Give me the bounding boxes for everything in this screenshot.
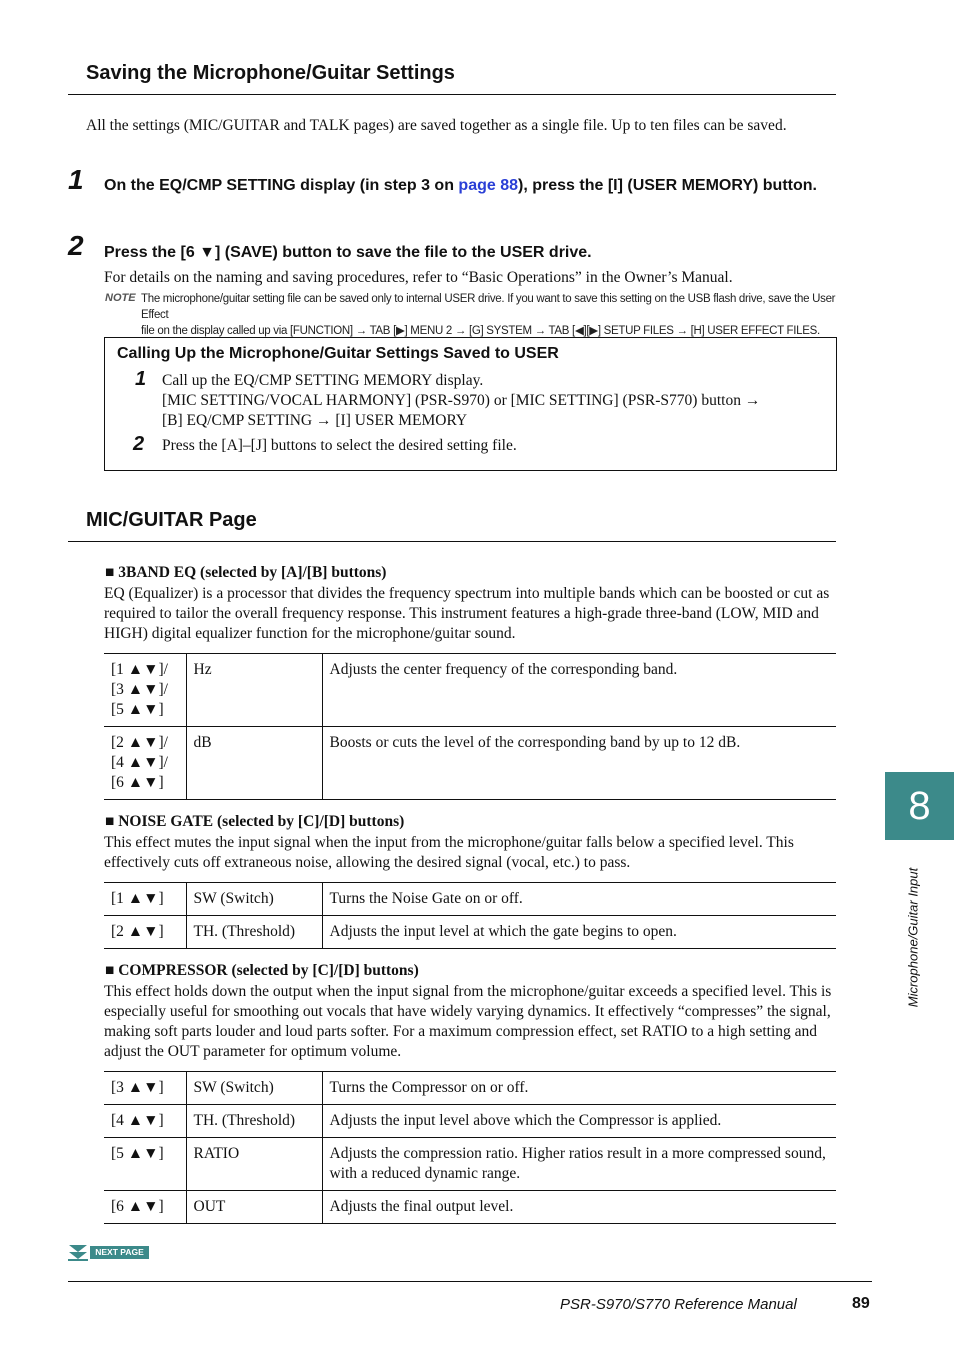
chapter-side-label: Microphone/Guitar Input bbox=[905, 867, 921, 1008]
button-label: [2 ▲▼]/ bbox=[111, 734, 168, 751]
button-cell bbox=[104, 654, 186, 727]
eq-description: EQ (Equalizer) is a processor that divides the frequency spectrum into multiple bands which can be boosted or cut as required to tailor the overall frequency response. This instrument features a high-grade three-band (LOW, MID and HIGH) digital equalizer function for the microphone/guitar sound. bbox=[104, 585, 830, 642]
chapter-tab[interactable]: 8 bbox=[885, 772, 954, 840]
noise-gate-description: This effect mutes the input signal when the input from the microphone/guitar falls below a specified level. This effectively cuts off extraneous noise, allowing the desired signal (vocal, etc.) to pass. bbox=[104, 834, 794, 871]
param-cell: TH. (Threshold) bbox=[186, 1105, 322, 1138]
button-cell: [3 ▲▼] bbox=[104, 1072, 186, 1105]
step1-text-pre: On the EQ/CMP SETTING display (in step 3 on bbox=[104, 177, 459, 194]
callout-step2: Press the [A]–[J] buttons to select the desired setting file. bbox=[162, 437, 517, 454]
table-row bbox=[104, 727, 836, 800]
step-number: 1 bbox=[68, 164, 84, 195]
button-label: [6 ▲▼] bbox=[111, 774, 164, 791]
step1-text-post: ), press the [I] (USER MEMORY) button. bbox=[518, 177, 817, 194]
table-row bbox=[104, 1072, 836, 1105]
param-cell: OUT bbox=[186, 1191, 322, 1224]
step-number: 2 bbox=[68, 230, 84, 261]
desc-cell: Adjusts the input level at which the gate begins to open. bbox=[322, 916, 836, 949]
param-cell: Hz bbox=[186, 654, 322, 727]
desc-cell: Boosts or cuts the level of the corresponding band by up to 12 dB. bbox=[322, 727, 836, 800]
desc-cell: Turns the Noise Gate on or off. bbox=[322, 883, 836, 916]
button-label: [3 ▲▼]/ bbox=[111, 681, 168, 698]
table-row bbox=[104, 916, 836, 949]
param-cell: SW (Switch) bbox=[186, 1072, 322, 1105]
button-cell bbox=[104, 727, 186, 800]
param-cell: SW (Switch) bbox=[186, 883, 322, 916]
desc-cell: Turns the Compressor on or off. bbox=[322, 1072, 836, 1105]
callout-step1-line: [B] EQ/CMP SETTING → [I] USER MEMORY bbox=[162, 412, 468, 429]
table-row bbox=[104, 1105, 836, 1138]
footer-rule bbox=[68, 1281, 872, 1282]
section-heading-mic-guitar: MIC/GUITAR Page bbox=[86, 509, 257, 531]
compressor-subheading: ■ COMPRESSOR (selected by [C]/[D] buttons) bbox=[105, 962, 419, 979]
eq-subheading: ■ 3BAND EQ (selected by [A]/[B] buttons) bbox=[105, 564, 387, 581]
param-cell: TH. (Threshold) bbox=[186, 916, 322, 949]
button-cell: [1 ▲▼] bbox=[104, 883, 186, 916]
table-row bbox=[104, 883, 836, 916]
noise-gate-param-table bbox=[104, 882, 836, 949]
compressor-param-table bbox=[104, 1071, 836, 1224]
noise-gate-subheading: ■ NOISE GATE (selected by [C]/[D] buttons) bbox=[105, 813, 405, 830]
next-page-link[interactable] bbox=[68, 1244, 150, 1262]
page-number: 89 bbox=[852, 1295, 870, 1312]
param-cell: RATIO bbox=[186, 1138, 322, 1191]
callout-step-number: 2 bbox=[133, 433, 145, 455]
param-cell: dB bbox=[186, 727, 322, 800]
button-label: [5 ▲▼] bbox=[111, 701, 164, 718]
table-row bbox=[104, 1191, 836, 1224]
callout-step1-line: Call up the EQ/CMP SETTING MEMORY display. bbox=[162, 372, 484, 389]
next-page-label: NEXT PAGE bbox=[90, 1246, 149, 1259]
button-label: [4 ▲▼]/ bbox=[111, 754, 168, 771]
desc-cell: Adjusts the final output level. bbox=[322, 1191, 836, 1224]
note-line: The microphone/guitar setting file can be saved only to internal USER drive. If you want to save this setting on the USB flash drive, save the User Effect bbox=[141, 293, 836, 321]
table-row bbox=[104, 654, 836, 727]
button-label: [1 ▲▼]/ bbox=[111, 661, 168, 678]
step2-text: Press the [6 ▼] (SAVE) button to save the file to the USER drive. bbox=[104, 244, 592, 261]
button-cell: [6 ▲▼] bbox=[104, 1191, 186, 1224]
eq-param-table bbox=[104, 653, 836, 800]
step1-text bbox=[104, 175, 834, 196]
button-cell: [2 ▲▼] bbox=[104, 916, 186, 949]
desc-cell: Adjusts the input level above which the Compressor is applied. bbox=[322, 1105, 836, 1138]
heading-rule bbox=[68, 94, 836, 95]
double-chevron-down-icon bbox=[68, 1244, 88, 1262]
desc-cell: Adjusts the center frequency of the corresponding band. bbox=[322, 654, 836, 727]
heading-rule bbox=[68, 541, 836, 542]
note-label: NOTE bbox=[105, 292, 136, 304]
note-line: file on the display called up via [FUNCTION] → TAB [▶] MENU 2 → [G] SYSTEM → TAB [◀][▶] SETUP FILES → [H] USER EFFECT FILES. bbox=[141, 325, 820, 337]
footer-manual-title: PSR-S970/S770 Reference Manual bbox=[560, 1296, 797, 1313]
callout-step-number: 1 bbox=[135, 368, 147, 390]
page-88-link[interactable]: page 88 bbox=[458, 177, 519, 194]
intro-paragraph: All the settings (MIC/GUITAR and TALK pages) are saved together as a single file. Up to ten files can be saved. bbox=[86, 117, 787, 134]
desc-cell: Adjusts the compression ratio. Higher ratios result in a more compressed sound, with a reduced dynamic range. bbox=[322, 1138, 836, 1191]
section-heading-saving: Saving the Microphone/Guitar Settings bbox=[86, 62, 455, 84]
note-text bbox=[141, 291, 841, 339]
table-row bbox=[104, 1138, 836, 1191]
callout-step1-line: [MIC SETTING/VOCAL HARMONY] (PSR-S970) or [MIC SETTING] (PSR-S770) button → bbox=[162, 392, 761, 409]
step2-detail: For details on the naming and saving procedures, refer to “Basic Operations” in the Owner’s Manual. bbox=[104, 269, 733, 286]
button-cell: [4 ▲▼] bbox=[104, 1105, 186, 1138]
compressor-description: This effect holds down the output when the input signal from the microphone/guitar exceeds a specified level. This is especially useful for smoothing out vocals that have widely varying dynamics. It effectively “compresses” the signal, making soft parts louder and loud parts softer. For a maximum compression effect, set RATIO to a high setting and adjust the OUT parameter for optimum volume. bbox=[104, 983, 832, 1060]
button-cell: [5 ▲▼] bbox=[104, 1138, 186, 1191]
callout-step1 bbox=[162, 371, 822, 431]
callout-title: Calling Up the Microphone/Guitar Settings Saved to USER bbox=[117, 345, 559, 362]
